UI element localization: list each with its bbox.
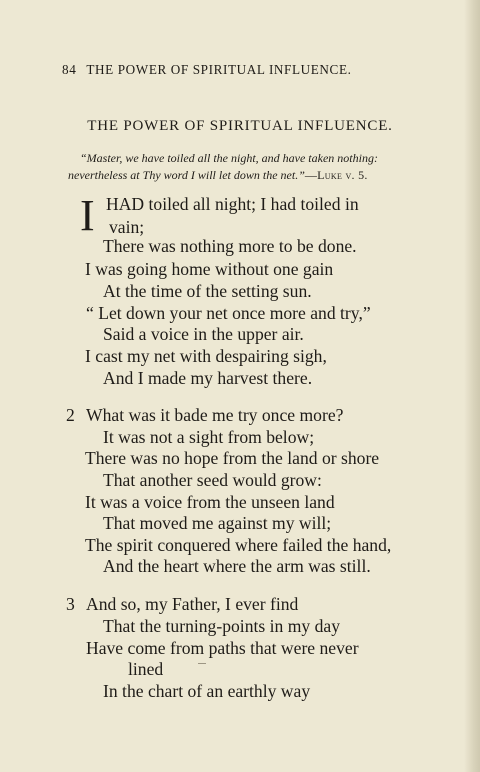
stanza-1-line-5: “ Let down your net once more and try,”	[86, 303, 371, 323]
drop-cap: I	[80, 191, 95, 240]
stanza-1-line-8: And I made my harvest there.	[103, 368, 313, 388]
stanza-2-line-6: That moved me against my will;	[103, 513, 332, 533]
stanza-1-line-6: Said a voice in the upper air.	[103, 324, 304, 344]
epigraph	[68, 150, 438, 184]
stanza-2-line-5: It was a voice from the unseen land	[85, 492, 335, 512]
stanza-2-line-2: It was not a sight from below;	[103, 427, 315, 447]
print-mark	[198, 663, 206, 664]
stanza-3-line-3-cont: lined	[128, 659, 164, 679]
stanza-2-number: 2	[66, 405, 75, 425]
running-head	[62, 62, 422, 78]
stanza-1-line-3: I was going home without one gain	[85, 259, 334, 279]
stanza-2-line-8: And the heart where the arm was still.	[103, 556, 371, 576]
stanza-3-line-2: That the turning-points in my day	[103, 616, 340, 636]
stanza-2-line-3: There was no hope from the land or shore	[85, 448, 380, 468]
stanza-3-line-4: In the chart of an earthly way	[103, 681, 311, 701]
stanza-1-line-2: There was nothing more to be done.	[103, 236, 357, 256]
poem-title: THE POWER OF SPIRITUAL INFLUENCE.	[87, 118, 393, 134]
stanza-2-line-1: What was it bade me try once more?	[86, 405, 344, 425]
stanza-3-number: 3	[66, 594, 75, 614]
stanza-1-line-4: At the time of the setting sun.	[103, 281, 312, 301]
epigraph-line-1: “Master, we have toiled all the night, and have taken nothing:	[80, 151, 378, 165]
epigraph-source: —Luke v. 5.	[304, 168, 368, 182]
page-number: 84	[62, 62, 77, 77]
stanza-3-line-1: And so, my Father, I ever find	[86, 594, 299, 614]
stanza-1-line-1-cont: vain;	[109, 217, 145, 237]
epigraph-line-2	[68, 167, 438, 184]
page-edge-shadow	[464, 0, 480, 772]
stanza-1-line-1: HAD toiled all night; I had toiled in	[106, 194, 359, 214]
stanza-1-line-7: I cast my net with despairing sigh,	[85, 346, 327, 366]
stanza-2-line-7: The spirit conquered where failed the hand,	[85, 535, 392, 555]
stanza-2-line-4: That another seed would grow:	[103, 470, 322, 490]
epigraph-line-2-text: nevertheless at Thy word I will let down the net.”	[68, 168, 305, 182]
stanza-3-line-3: Have come from paths that were never	[86, 638, 359, 658]
running-head-title: THE POWER OF SPIRITUAL INFLUENCE.	[86, 62, 352, 77]
